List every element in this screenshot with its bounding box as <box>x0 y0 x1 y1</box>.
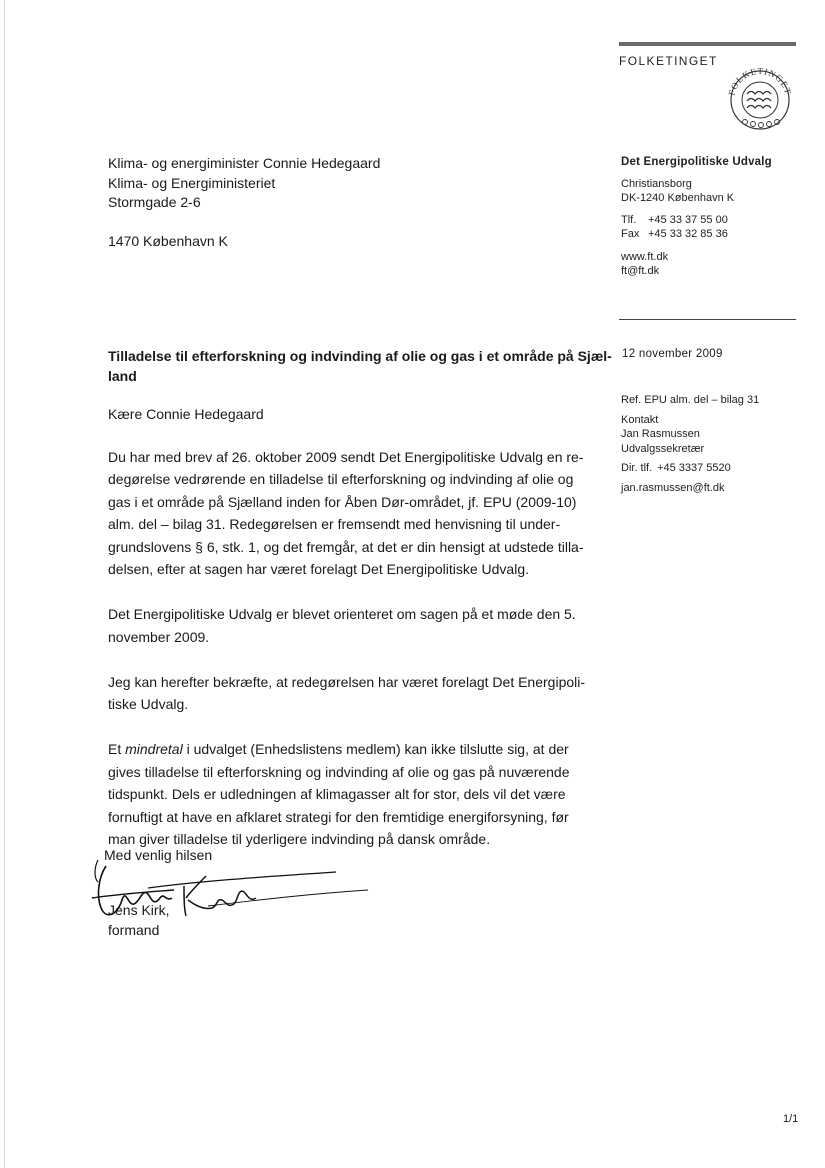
svg-text:FOLKETINGET: FOLKETINGET <box>726 66 794 97</box>
letter-body <box>108 403 585 873</box>
handwritten-signature <box>88 858 378 943</box>
contact-label: Kontakt <box>621 413 659 426</box>
reference-number: Ref. EPU alm. del – bilag 31 <box>621 394 760 406</box>
sidebar-divider <box>619 319 796 320</box>
header-rule <box>619 42 796 46</box>
recipient-line: Klima- og energiminister Connie Hedegaard <box>108 155 381 171</box>
letter-subject <box>108 347 612 386</box>
fax-line <box>621 227 772 242</box>
body-line <box>108 738 585 761</box>
body-line: gas i et område på Sjælland inden for Åben Dør-området, jf. EPU (2009-10) <box>108 493 577 510</box>
contact-email-link[interactable]: jan.rasmussen@ft.dk <box>621 481 725 494</box>
body-line: delsen, efter at sagen har været forelagt Det Energipolitiske Udvalg. <box>108 561 530 577</box>
body-line: Det Energipolitiske Udvalg er blevet orienteret om sagen på et møde den 5. <box>108 606 576 622</box>
body-line: grundslovens § 6, stk. 1, og det fremgår, at det er din hensigt at udstede tilla- <box>108 538 584 555</box>
contact-name: Jan Rasmussen <box>621 428 700 441</box>
body-line: Jeg kan herefter bekræfte, at redegørelsen har været forelagt Det Energipoli- <box>108 673 586 690</box>
address-line: Christiansborg <box>621 177 692 190</box>
recipient-line: Stormgade 2-6 <box>108 194 201 211</box>
contact-title: Udvalgssekretær <box>621 442 705 455</box>
fax-label: Fax <box>621 228 640 240</box>
page-number: 1/1 <box>783 1113 799 1125</box>
body-line: gives tilladelse til efterforskning og indvinding af olie og gas på nuværende <box>108 763 570 780</box>
direct-phone-number: +45 3337 5520 <box>657 462 731 475</box>
emphasis-text: mindretal <box>125 741 183 757</box>
subject-line: Tilladelse til efterforskning og indvinding af olie og gas i et område på Sjæl- <box>108 348 612 364</box>
body-line: tidspunkt. Dels er udledningen af klimagasser alt for stor, dels vil det være <box>108 786 566 802</box>
folketinget-seal-icon <box>725 66 795 130</box>
sender-info <box>621 155 772 279</box>
website-link[interactable]: www.ft.dk <box>621 250 669 263</box>
phone-number: +45 33 37 55 00 <box>648 213 728 226</box>
committee-name: Det Energipolitiske Udvalg <box>621 156 772 168</box>
address-line: DK-1240 København K <box>621 192 735 204</box>
direct-phone-line <box>621 461 759 476</box>
body-line: alm. del – bilag 31. Redegørelsen er fremsendt med henvisning til under- <box>108 516 561 532</box>
signatory-name: Jens Kirk, <box>108 902 170 918</box>
body-line: november 2009. <box>108 628 210 645</box>
reference-info <box>621 393 759 496</box>
phone-label: Tlf. <box>621 213 637 226</box>
letter-date: 12 november 2009 <box>622 348 723 360</box>
email-link[interactable]: ft@ft.dk <box>621 265 660 277</box>
direct-phone-label: Dir. tlf. <box>621 462 653 475</box>
body-line: degørelse vedrørende en tilladelse til efterforskning og indvinding af olie og <box>108 471 574 487</box>
recipient-line: Klima- og Energiministeriet <box>108 174 276 191</box>
body-line: Du har med brev af 26. oktober 2009 sendt Det Energipolitiske Udvalg en re- <box>108 448 584 465</box>
paragraph-4 <box>108 738 585 851</box>
body-line: tiske Udvalg. <box>108 696 189 712</box>
paragraph-2 <box>108 603 585 648</box>
paragraph-3 <box>108 671 585 716</box>
body-text: Et <box>108 741 126 757</box>
body-line: man giver tilladelse til yderligere indvinding på dansk område. <box>108 831 491 847</box>
body-text: i udvalget (Enhedslistens medlem) kan ikke tilslutte sig, at der <box>182 741 569 757</box>
recipient-city: 1470 København K <box>108 232 228 249</box>
signatory-role: formand <box>108 922 160 938</box>
fax-number: +45 33 32 85 36 <box>648 228 728 240</box>
salutation: Kære Connie Hedegaard <box>108 406 264 422</box>
phone-line <box>621 213 772 228</box>
subject-line: land <box>108 367 137 384</box>
organization-name: FOLKETINGET <box>619 54 718 68</box>
closing-greeting: Med venlig hilsen <box>104 847 213 863</box>
paragraph-1 <box>108 446 585 581</box>
scan-edge <box>4 0 5 1168</box>
recipient-address <box>108 154 380 251</box>
body-line: fornuftigt at have en afklaret strategi for den fremtidige energiforsyning, før <box>108 808 569 825</box>
